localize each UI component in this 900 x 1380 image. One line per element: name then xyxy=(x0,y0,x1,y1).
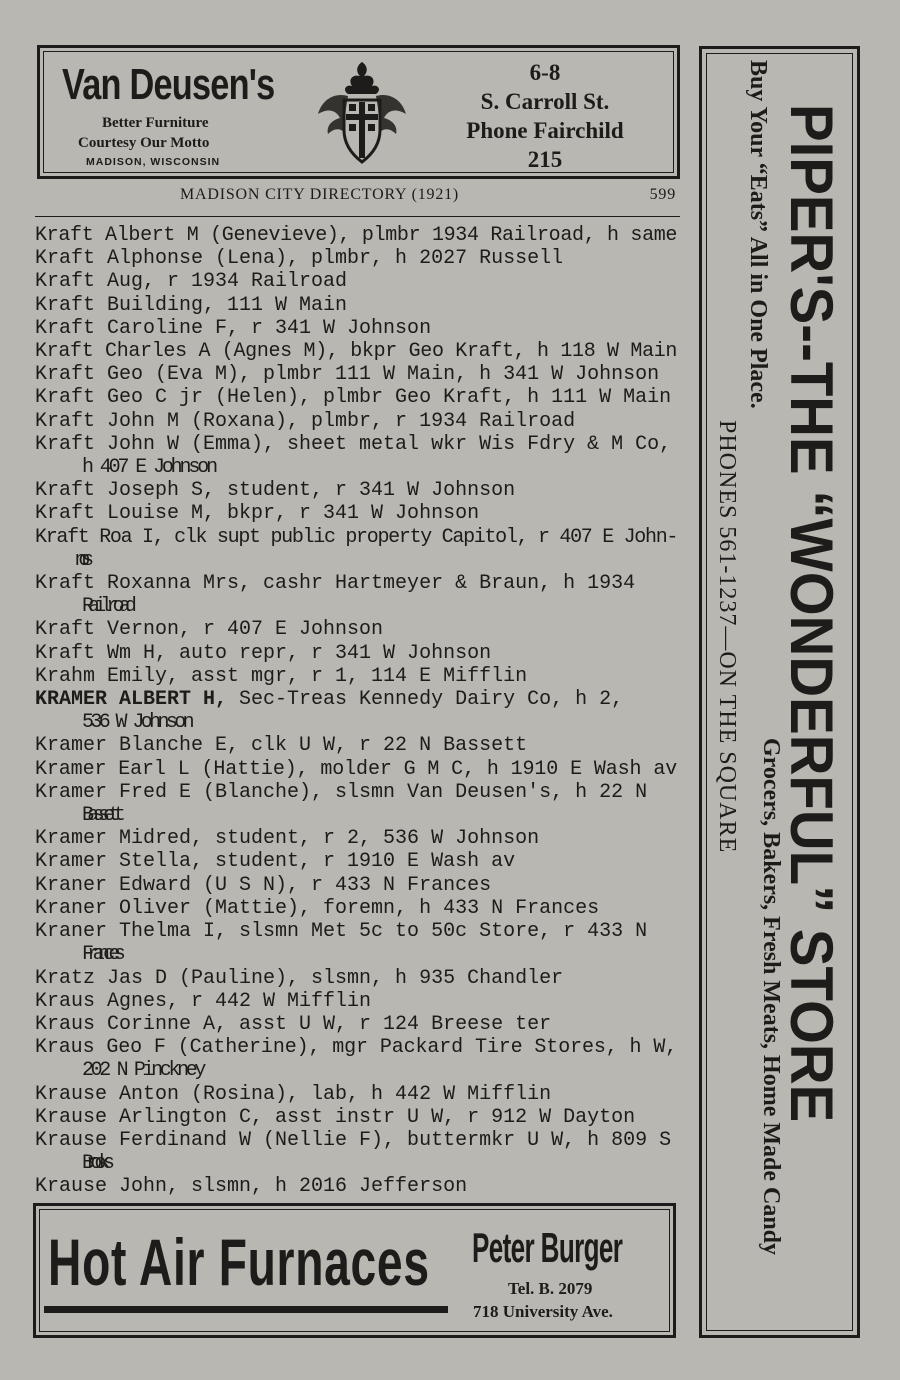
directory-entry xyxy=(35,433,677,479)
entry-line: Kraft John W (Emma), sheet metal wkr Wis Fdry & M Co, xyxy=(35,432,672,456)
entry-line: Kraft Geo C jr (Helen), plmbr Geo Kraft, h 111 W Main xyxy=(35,386,672,410)
entry-line: Krause Arlington C, asst instr U W, r 912 W Dayton xyxy=(35,1105,636,1129)
entry-continuation: Bassett xyxy=(82,804,120,828)
headline-underline xyxy=(44,1306,448,1313)
entry-line: Kraft Charles A (Agnes M), bkpr Geo Kraft, h 118 W Main xyxy=(35,340,678,364)
entry-line: Kraner Edward (U S N), r 433 N Frances xyxy=(35,873,492,897)
entry-continuation: h 407 E Johnson xyxy=(82,456,216,480)
entry-line: Kraft Wm H, auto repr, r 341 W Johnson xyxy=(35,641,492,665)
directory-listings xyxy=(35,224,677,1199)
directory-entry xyxy=(35,1013,677,1036)
ad-address: 718 University Ave. xyxy=(473,1302,613,1321)
entry-line: Kraft Albert M (Genevieve), plmbr 1934 Railroad, h same xyxy=(35,224,678,247)
directory-entry xyxy=(35,734,677,757)
ad-tagline: Better Furniture xyxy=(102,115,209,131)
directory-entry xyxy=(35,781,677,827)
directory-entry xyxy=(35,1083,677,1106)
ad-company-name: Peter Burger xyxy=(472,1224,623,1271)
entry-line: Kraft Roa I, clk supt public property Capitol, r 407 E John- xyxy=(35,525,678,549)
ad-headline: Hot Air Furnaces xyxy=(48,1225,430,1299)
directory-entry xyxy=(35,642,677,665)
entry-line: Krause Ferdinand W (Nellie F), buttermkr U W, h 809 S xyxy=(35,1128,672,1152)
directory-entry xyxy=(35,363,677,386)
directory-entry xyxy=(35,1129,677,1175)
directory-entry xyxy=(35,990,677,1013)
directory-title: MADISON CITY DIRECTORY (1921) xyxy=(180,186,460,203)
entry-line: Kraft Vernon, r 407 E Johnson xyxy=(35,618,384,642)
directory-entry xyxy=(35,1175,677,1198)
entry-continuation: 536 W Johnson xyxy=(82,711,192,735)
directory-entry xyxy=(35,1106,677,1129)
directory-entry xyxy=(35,526,677,572)
ad-store-phones: PHONES 561-1237—ON THE SQUARE xyxy=(714,420,740,854)
ad-store-title: PIPER'S--THE “WONDERFUL” STORE xyxy=(778,104,845,1123)
entry-line: Kraus Corinne A, asst U W, r 124 Breese ter xyxy=(35,1012,552,1036)
entry-line: Kraner Thelma I, slsmn Met 5c to 50c Store, r 433 N xyxy=(35,920,648,944)
header-rule xyxy=(35,216,680,217)
entry-line: Krause Anton (Rosina), lab, h 442 W Mifflin xyxy=(35,1082,552,1106)
entry-line: Kraft Roxanna Mrs, cashr Hartmeyer & Braun, h 1934 xyxy=(35,572,636,596)
directory-entry xyxy=(35,920,677,966)
directory-entry xyxy=(35,758,677,781)
entry-continuation xyxy=(35,549,677,572)
entry-line: Krause John, slsmn, h 2016 Jefferson xyxy=(35,1175,468,1199)
directory-entry xyxy=(35,1036,677,1082)
ad-store-departments: Grocers, Bakers, Fresh Meats, Home Made Candy xyxy=(758,738,784,1256)
ad-street: S. Carroll St. xyxy=(480,89,610,114)
entry-line: Kraft Building, 111 W Main xyxy=(35,293,348,317)
directory-entry xyxy=(35,665,677,688)
entry-line: Kraner Oliver (Mattie), foremn, h 433 N Frances xyxy=(35,896,600,920)
entry-line: Kramer Fred E (Blanche), slsmn Van Deusen's, h 22 N xyxy=(35,780,648,804)
entry-line: Kratz Jas D (Pauline), slsmn, h 935 Chandler xyxy=(35,966,564,990)
ad-phone-number: 215 xyxy=(527,147,563,172)
directory-entry xyxy=(35,479,677,502)
entry-line: Kraus Agnes, r 442 W Mifflin xyxy=(35,989,372,1013)
directory-entry xyxy=(35,502,677,525)
ad-city: MADISON, WISCONSIN xyxy=(86,156,221,168)
directory-entry xyxy=(35,967,677,990)
ad-store-slogan: Buy Your “Eats” All in One Place. xyxy=(745,60,771,409)
page-number: 599 xyxy=(649,186,676,203)
ad-street-number: 6-8 xyxy=(529,60,561,85)
coat-of-arms-icon xyxy=(312,58,412,166)
entry-text: Sec-Treas Kennedy Dairy Co, h 2, xyxy=(227,688,624,712)
entry-line: Kraft Joseph S, student, r 341 W Johnson xyxy=(35,479,516,503)
directory-entry xyxy=(35,572,677,618)
ad-address-block xyxy=(435,58,655,174)
directory-entry xyxy=(35,340,677,363)
entry-continuation: 202 N Pinckney xyxy=(82,1059,204,1083)
ad-phone-label: Phone Fairchild xyxy=(466,118,624,143)
entry-line: Kraft Geo (Eva M), plmbr 111 W Main, h 341 W Johnson xyxy=(35,363,660,387)
entry-line: Kraft Aug, r 1934 Railroad xyxy=(35,270,348,294)
entry-line: Kramer Earl L (Hattie), molder G M C, h 1910 E Wash av xyxy=(35,757,678,781)
directory-entry xyxy=(35,897,677,920)
directory-entry xyxy=(35,386,677,409)
directory-entry xyxy=(35,294,677,317)
entry-line: Kraft Louise M, bkpr, r 341 W Johnson xyxy=(35,502,480,526)
entry-line: Kramer Blanche E, clk U W, r 22 N Bassett xyxy=(35,734,528,758)
directory-entry xyxy=(35,618,677,641)
entry-continuation: Frances xyxy=(82,943,120,967)
entry-line: Kraft Alphonse (Lena), plmbr, h 2027 Russell xyxy=(35,247,564,271)
directory-entry xyxy=(35,874,677,897)
directory-entry xyxy=(35,224,677,247)
directory-entry xyxy=(35,850,677,873)
entry-line: Kraft Caroline F, r 341 W Johnson xyxy=(35,316,432,340)
directory-entry xyxy=(35,410,677,433)
directory-entry xyxy=(35,247,677,270)
entry-name: KRAMER ALBERT H, xyxy=(35,688,228,712)
entry-line: Kraft John M (Roxana), plmbr, r 1934 Railroad xyxy=(35,409,576,433)
ad-motto: Courtesy Our Motto xyxy=(78,135,210,151)
entry-line: Kramer Midred, student, r 2, 536 W Johnson xyxy=(35,827,540,851)
directory-entry xyxy=(35,317,677,340)
entry-line: Kramer Stella, student, r 1910 E Wash av xyxy=(35,850,516,874)
directory-entry xyxy=(35,827,677,850)
peter-burger-ad xyxy=(33,1203,676,1338)
entry-continuation: Railroad xyxy=(82,595,132,619)
entry-line: Kraus Geo F (Catherine), mgr Packard Tire Stores, h W, xyxy=(35,1036,678,1060)
directory-entry xyxy=(35,270,677,293)
entry-line: Krahm Emily, asst mgr, r 1, 114 E Mifflin xyxy=(35,664,528,688)
entry-continuation: Brooks xyxy=(82,1152,108,1176)
van-deusens-ad xyxy=(37,45,680,179)
ad-business-name: Van Deusen's xyxy=(62,60,275,109)
directory-entry xyxy=(35,688,677,734)
ad-telephone: Tel. B. 2079 xyxy=(508,1279,593,1298)
